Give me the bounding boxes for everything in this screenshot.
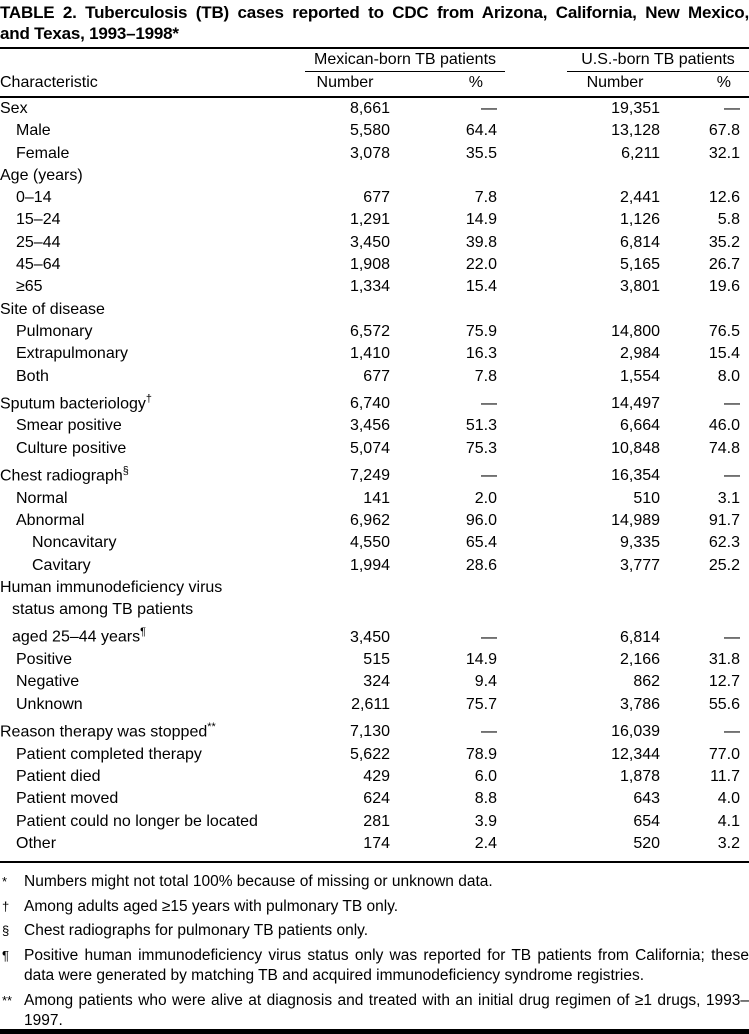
value-cell: 14.9	[465, 211, 498, 229]
value-cell: 65.4	[465, 534, 498, 552]
row-label-cell: 45–64	[16, 256, 61, 274]
table-header	[0, 49, 749, 97]
value-cell: 3,801	[619, 278, 661, 296]
value-cell: 6,572	[349, 322, 390, 340]
tb-cases-table	[0, 49, 749, 855]
value-cell: 96.0	[465, 512, 498, 529]
value-cell: 6.0	[474, 767, 498, 785]
value-cell: 1,554	[619, 367, 661, 385]
value-cell: 12.7	[708, 673, 741, 691]
value-cell	[295, 299, 395, 321]
value-cell	[670, 299, 749, 321]
value-cell: 77.0	[708, 745, 741, 763]
table-row	[0, 788, 749, 810]
table-row	[0, 460, 749, 488]
column-header-number-us: Number	[505, 72, 670, 97]
value-cell: 6,962	[349, 512, 390, 529]
value-cell: 5,622	[349, 745, 390, 763]
row-label-cell: Chest radiograph§	[0, 465, 129, 485]
value-cell: —	[724, 723, 741, 741]
value-cell: 14,497	[611, 395, 661, 413]
table-row	[0, 120, 749, 142]
table-row	[0, 232, 749, 254]
table-body	[0, 97, 749, 855]
value-cell: 1,291	[349, 211, 390, 229]
footnote	[0, 872, 749, 893]
value-cell: 510	[633, 489, 661, 507]
value-cell: 4.1	[717, 812, 741, 830]
row-label-cell: Extrapulmonary	[16, 345, 129, 363]
value-cell: 324	[363, 673, 390, 691]
value-cell: 7,130	[349, 723, 390, 741]
value-cell: 75.7	[465, 695, 498, 713]
value-cell: 2,984	[619, 345, 661, 363]
table-row	[0, 766, 749, 788]
table-title-line1: TABLE 2. Tuberculosis (TB) cases reported to CDC from Arizona, California, New Mexico,	[0, 3, 749, 22]
value-cell: 643	[633, 790, 661, 808]
row-label-cell: Patient died	[16, 767, 101, 785]
row-label-cell: Site of disease	[0, 300, 105, 318]
value-cell: 3,777	[619, 556, 661, 574]
value-cell	[505, 165, 670, 187]
value-cell: 16.3	[465, 345, 498, 363]
value-cell: 5.8	[717, 211, 741, 229]
row-label-cell: Cavitary	[32, 556, 91, 574]
column-header-percent-us: %	[670, 72, 749, 97]
footnotes	[0, 872, 749, 1032]
row-label-cell: Sputum bacteriology†	[0, 392, 152, 413]
table-row	[0, 388, 749, 416]
value-cell: 8.8	[474, 790, 498, 808]
value-cell: —	[724, 100, 741, 117]
table-row	[0, 415, 749, 437]
value-cell: —	[481, 723, 498, 741]
subheader-row	[0, 72, 749, 97]
table-row	[0, 254, 749, 276]
table-row	[0, 143, 749, 165]
value-cell: 677	[363, 189, 390, 207]
value-cell: 16,039	[611, 723, 661, 741]
value-cell: 6,664	[619, 417, 661, 435]
footnote-text: Chest radiographs for pulmonary TB patients only.	[24, 922, 369, 940]
footnote-text: Among adults aged ≥15 years with pulmonary TB only.	[24, 897, 399, 915]
value-cell: 22.0	[465, 256, 498, 274]
value-cell: 1,334	[349, 278, 390, 296]
value-cell: 3.2	[717, 834, 741, 852]
column-group-mexican-born: Mexican-born TB patients	[305, 49, 505, 72]
table-row	[0, 532, 749, 554]
empty-header-cell	[0, 49, 295, 72]
value-cell: 429	[363, 767, 390, 785]
table-row	[0, 343, 749, 365]
value-cell: 19,351	[611, 100, 661, 117]
column-header-characteristic: Characteristic	[0, 72, 295, 97]
table-row	[0, 833, 749, 855]
value-cell: 28.6	[465, 556, 498, 574]
table-row	[0, 299, 749, 321]
footnote-reference: §	[122, 465, 129, 478]
row-label-cell: Negative	[16, 673, 80, 691]
value-cell: 1,410	[349, 345, 390, 363]
value-cell: —	[481, 628, 498, 646]
table-row	[0, 671, 749, 693]
value-cell	[670, 165, 749, 187]
row-label-cell: Patient moved	[16, 790, 119, 808]
value-cell: 141	[363, 489, 390, 507]
value-cell: —	[724, 628, 741, 646]
footnote-marker: *	[2, 874, 8, 890]
table-row	[0, 438, 749, 460]
row-label-cell: Patient completed therapy	[16, 745, 202, 763]
value-cell: 32.1	[708, 144, 741, 162]
row-label-cell: Abnormal	[16, 512, 85, 529]
value-cell: 76.5	[708, 322, 741, 340]
value-cell: 1,908	[349, 256, 390, 274]
table-row	[0, 209, 749, 231]
value-cell: —	[481, 467, 498, 485]
value-cell: 9.4	[474, 673, 498, 691]
value-cell: 2,611	[351, 695, 390, 713]
table-row	[0, 694, 749, 716]
value-cell: 25.2	[708, 556, 741, 574]
value-cell: 46.0	[708, 417, 741, 435]
value-cell: 515	[363, 651, 390, 669]
value-cell: 677	[363, 367, 390, 385]
table-row	[0, 649, 749, 671]
bottom-border-bar	[0, 1029, 749, 1034]
value-cell: 15.4	[465, 278, 498, 296]
value-cell	[505, 299, 670, 321]
table-row	[0, 744, 749, 766]
value-cell: 654	[633, 812, 661, 830]
value-cell: 51.3	[465, 417, 498, 435]
value-cell: 862	[633, 673, 661, 691]
footnote-reference: †	[145, 392, 152, 405]
value-cell: 14,800	[611, 322, 661, 340]
value-cell: 64.4	[465, 122, 498, 140]
row-label-cell: Smear positive	[16, 417, 122, 435]
value-cell: 6,814	[619, 628, 661, 646]
value-cell: 2.4	[474, 834, 498, 852]
footnote-divider	[0, 861, 749, 863]
group-header-row	[0, 49, 749, 72]
value-cell: 11.7	[710, 767, 741, 785]
row-label-cell: Sex	[0, 100, 28, 117]
row-label-cell: Reason therapy was stopped**	[0, 721, 216, 741]
value-cell	[395, 299, 505, 321]
value-cell: 14,989	[611, 512, 661, 529]
table-title	[0, 0, 749, 44]
table-row	[0, 488, 749, 510]
value-cell: 39.8	[465, 233, 498, 251]
value-cell: 3,078	[349, 144, 390, 162]
footnote-marker: §	[2, 923, 10, 939]
row-label-cell	[0, 577, 295, 649]
value-cell: 7.8	[474, 189, 498, 207]
value-cell: 3,456	[349, 417, 390, 435]
table-row	[0, 577, 749, 649]
value-cell: 55.6	[708, 695, 741, 713]
value-cell: 26.7	[708, 256, 741, 274]
footnote-marker: **	[2, 992, 13, 1008]
column-group-us-born: U.S.-born TB patients	[567, 49, 749, 72]
row-label-cell: Normal	[16, 489, 68, 507]
footnote-text: Numbers might not total 100% because of missing or unknown data.	[24, 873, 493, 891]
value-cell: 19.6	[708, 278, 741, 296]
value-cell: 12.6	[708, 189, 741, 207]
value-cell: 6,814	[619, 233, 661, 251]
value-cell: 13,128	[611, 122, 661, 140]
value-cell: 9,335	[619, 534, 661, 552]
value-cell: 2,441	[619, 189, 661, 207]
value-cell: 3,450	[349, 628, 390, 646]
row-label-cell: Female	[16, 144, 70, 162]
row-label-cell: ≥65	[16, 278, 43, 296]
table-row	[0, 510, 749, 532]
table-row	[0, 187, 749, 209]
column-header-percent-mexican: %	[395, 72, 505, 97]
table-title-line2: and Texas, 1993–1998*	[0, 24, 179, 43]
row-label-line: aged 25–44 years¶	[12, 626, 146, 646]
table-row	[0, 366, 749, 388]
row-label-cell: 25–44	[16, 233, 61, 251]
value-cell: 7,249	[349, 467, 390, 485]
row-label-cell: 0–14	[16, 189, 52, 207]
value-cell: 91.7	[708, 512, 741, 529]
value-cell	[395, 165, 505, 187]
row-label-cell: Male	[16, 122, 51, 140]
value-cell: 520	[633, 834, 661, 852]
value-cell: 281	[363, 812, 390, 830]
value-cell: 5,165	[619, 256, 661, 274]
table-row	[0, 811, 749, 833]
row-label-cell: Age (years)	[0, 166, 83, 184]
row-label-cell: Patient could no longer be located	[16, 812, 258, 830]
row-label-line: Human immunodeficiency virus	[0, 578, 223, 596]
table-row	[0, 321, 749, 343]
table-row	[0, 165, 749, 187]
value-cell: 3.1	[717, 489, 741, 507]
value-cell: 15.4	[708, 345, 741, 363]
row-label-cell: Pulmonary	[16, 322, 93, 340]
value-cell: 78.9	[465, 745, 498, 763]
value-cell: 35.5	[465, 144, 498, 162]
value-cell: 7.8	[474, 367, 498, 385]
row-label-cell: Culture positive	[16, 439, 127, 457]
value-cell: 16,354	[611, 467, 661, 485]
footnote-reference: ¶	[140, 626, 146, 639]
row-label-cell: Unknown	[16, 695, 83, 713]
value-cell: 74.8	[708, 439, 741, 457]
value-cell: 6,211	[621, 144, 661, 162]
value-cell: 5,580	[349, 122, 390, 140]
footnote	[0, 921, 749, 942]
value-cell: 2.0	[474, 489, 498, 507]
value-cell: 8.0	[717, 367, 741, 385]
value-cell: 67.8	[708, 122, 741, 140]
value-cell: —	[724, 467, 741, 485]
footnote	[0, 991, 749, 1032]
footnote-text: Positive human immunodeficiency virus status only was reported for TB patients from California; these data were generated by matching TB and acquired immunodeficiency syndrome registries.	[24, 946, 749, 985]
value-cell: 31.8	[708, 651, 741, 669]
value-cell: 12,344	[611, 745, 661, 763]
value-cell: 6,740	[349, 395, 390, 413]
column-header-number-mexican: Number	[295, 72, 395, 97]
value-cell: 62.3	[708, 534, 741, 552]
value-cell: 2,166	[619, 651, 661, 669]
value-cell: 1,126	[619, 211, 661, 229]
value-cell: 35.2	[708, 233, 741, 251]
table-row	[0, 97, 749, 120]
table-row	[0, 276, 749, 298]
value-cell: 1,878	[619, 767, 661, 785]
value-cell: 5,074	[349, 439, 390, 457]
footnote-marker: †	[2, 898, 10, 914]
value-cell: —	[481, 395, 498, 413]
value-cell: 3,450	[349, 233, 390, 251]
row-label-cell: Both	[16, 367, 49, 385]
table-row	[0, 555, 749, 577]
row-label-cell: Noncavitary	[32, 534, 117, 552]
value-cell: 10,848	[611, 439, 661, 457]
value-cell: 75.3	[465, 439, 498, 457]
value-cell: 624	[363, 790, 390, 808]
value-cell: 174	[363, 834, 390, 852]
value-cell: —	[724, 395, 741, 413]
footnote	[0, 897, 749, 918]
value-cell	[295, 165, 395, 187]
value-cell: 75.9	[465, 322, 498, 340]
value-cell: 1,994	[349, 556, 390, 574]
value-cell: 4,550	[349, 534, 390, 552]
footnote	[0, 946, 749, 987]
table-row	[0, 716, 749, 744]
row-label-cell: Positive	[16, 651, 73, 669]
value-cell: 4.0	[717, 790, 741, 808]
footnote-reference: **	[207, 721, 216, 733]
value-cell: —	[481, 100, 498, 117]
value-cell: 14.9	[465, 651, 498, 669]
value-cell: 3.9	[474, 812, 498, 830]
footnote-marker: ¶	[2, 947, 9, 963]
row-label-line: status among TB patients	[12, 601, 194, 619]
footnote-text: Among patients who were alive at diagnosis and treated with an initial drug regimen of ≥1 drugs, 1993–1997.	[24, 991, 749, 1030]
row-label-cell: Other	[16, 834, 57, 852]
value-cell: 3,786	[619, 695, 661, 713]
value-cell: 8,661	[349, 100, 390, 117]
row-label-cell: 15–24	[16, 211, 61, 229]
